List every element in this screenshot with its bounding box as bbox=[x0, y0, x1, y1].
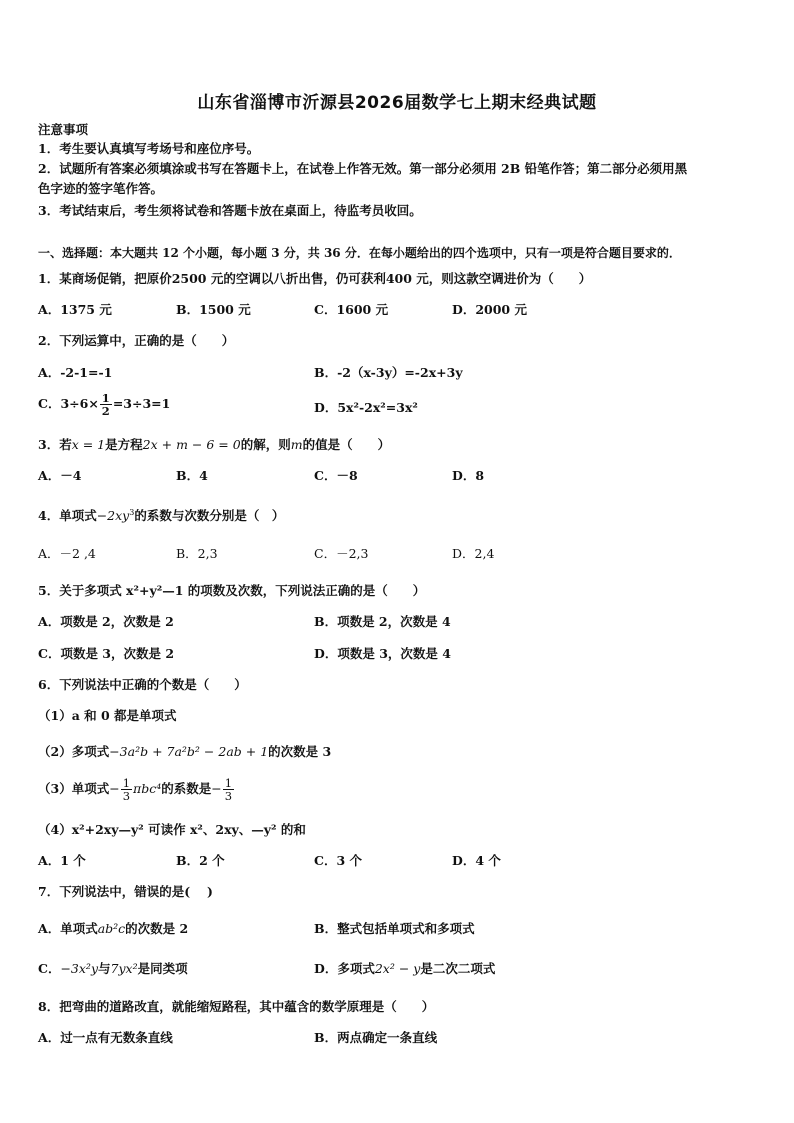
question-2-option-d: D．5x²-2x²=3x² bbox=[314, 400, 418, 415]
question-6-statement-3 bbox=[38, 777, 235, 802]
notice-item-2-cont: 色字迹的签字笔作答。 bbox=[38, 181, 164, 196]
page-title: 山东省淄博市沂源县2026届数学七上期末经典试题 bbox=[197, 93, 597, 113]
fraction-numerator: 1 bbox=[122, 776, 131, 790]
question-3-text: 3．若 bbox=[38, 437, 72, 452]
fraction-denominator: 3 bbox=[122, 789, 131, 803]
question-3-text: 是方程 bbox=[105, 437, 143, 452]
question-8-option-a: A．过一点有无数条直线 bbox=[38, 1030, 173, 1045]
question-2-option-c bbox=[38, 392, 170, 417]
question-4-text: 4．单项式 bbox=[38, 508, 97, 524]
question-4-stem bbox=[38, 505, 284, 524]
question-4-text: 的系数与次数分别是（ ） bbox=[134, 508, 285, 524]
question-5-option-a: A．项数是 2，次数是 2 bbox=[38, 614, 174, 629]
option-text: 是二次二项式 bbox=[420, 961, 496, 976]
fraction bbox=[100, 392, 112, 417]
question-7-option-b: B．整式包括单项式和多项式 bbox=[314, 921, 475, 936]
question-3-text: 的值是（ ） bbox=[302, 437, 391, 452]
question-3-option-c: C．－8 bbox=[314, 468, 358, 483]
question-2-option-a: A．-2-1=-1 bbox=[38, 365, 113, 380]
math-expr: 7yx² bbox=[110, 961, 138, 976]
question-8-option-b: B．两点确定一条直线 bbox=[314, 1030, 438, 1045]
question-6-option-b: B．2 个 bbox=[176, 853, 225, 868]
fraction-numerator: 1 bbox=[224, 776, 233, 790]
option-text: 是同类项 bbox=[137, 961, 188, 976]
question-7-option-d bbox=[314, 961, 495, 977]
question-5-stem: 5．关于多项式 x²+y²—1 的项数及次数，下列说法正确的是（ ） bbox=[38, 583, 426, 598]
notice-item-3: 3．考试结束后，考生须将试卷和答题卡放在桌面上，待监考员收回。 bbox=[38, 203, 422, 218]
notice-heading: 注意事项 bbox=[38, 122, 89, 137]
math-expr: m bbox=[290, 437, 303, 452]
fraction-denominator: 2 bbox=[101, 404, 110, 418]
question-6-statement-4: （4）x²+2xy—y² 可读作 x²、2xy、—y² 的和 bbox=[38, 822, 306, 837]
fraction bbox=[223, 777, 234, 802]
question-6-statement-2 bbox=[38, 744, 331, 760]
statement-text: 的系数是 bbox=[161, 781, 212, 796]
question-6-option-d: D．4 个 bbox=[452, 853, 501, 868]
question-7-option-c bbox=[38, 961, 188, 977]
question-6-option-c: C．3 个 bbox=[314, 853, 362, 868]
math-expr: ab²c bbox=[97, 921, 126, 936]
question-2-option-c-prefix: C．3÷6× bbox=[38, 396, 99, 411]
statement-text: （2）多项式 bbox=[38, 744, 110, 759]
question-4-option-d: D．2,4 bbox=[452, 546, 495, 561]
question-1-option-b: B．1500 元 bbox=[176, 302, 251, 317]
math-expr: 2x² − y bbox=[374, 961, 421, 976]
option-text: D．多项式 bbox=[314, 961, 375, 976]
question-3-option-b: B．4 bbox=[176, 468, 208, 483]
question-2-stem: 2．下列运算中，正确的是（ ） bbox=[38, 333, 235, 348]
question-1-stem: 1．某商场促销，把原价2500 元的空调以八折出售，仍可获利400 元，则这款空调进价为（ ） bbox=[38, 271, 592, 286]
question-6-statement-1: （1）a 和 0 都是单项式 bbox=[38, 708, 177, 723]
question-7-stem: 7．下列说法中，错误的是( ) bbox=[38, 884, 213, 899]
math-expr: 2x + m − 6 = 0 bbox=[142, 437, 241, 452]
question-3-stem bbox=[38, 437, 390, 453]
question-4-option-b: B．2,3 bbox=[176, 546, 218, 561]
question-7-option-a bbox=[38, 921, 188, 937]
question-2-option-c-suffix: =3÷3=1 bbox=[112, 396, 171, 411]
statement-text: 的次数是 3 bbox=[268, 744, 332, 759]
fraction bbox=[121, 777, 132, 802]
math-expr: x = 1 bbox=[71, 437, 106, 452]
math-expr: −2xy bbox=[96, 508, 130, 524]
math-expr: πbc⁴ bbox=[133, 781, 162, 796]
question-2-option-b: B．-2（x-3y）=-2x+3y bbox=[314, 365, 463, 380]
math-exponent: 3 bbox=[129, 508, 135, 517]
minus-sign: − bbox=[109, 781, 120, 796]
option-text: 与 bbox=[98, 961, 111, 976]
statement-text: （3）单项式 bbox=[38, 781, 110, 796]
question-1-option-a: A．1375 元 bbox=[38, 302, 112, 317]
minus-sign: − bbox=[211, 781, 222, 796]
option-text: 的次数是 2 bbox=[125, 921, 189, 936]
question-5-option-d: D．项数是 3，次数是 4 bbox=[314, 646, 451, 661]
notice-item-1: 1．考生要认真填写考场号和座位序号。 bbox=[38, 141, 260, 156]
fraction-denominator: 3 bbox=[224, 789, 233, 803]
question-3-text: 的解，则 bbox=[240, 437, 291, 452]
notice-item-2: 2．试题所有答案必须填涂或书写在答题卡上，在试卷上作答无效。第一部分必须用 2B 铅笔作答；第二部分必须用黑 bbox=[38, 161, 688, 176]
question-1-option-c: C．1600 元 bbox=[314, 302, 389, 317]
question-3-option-d: D．8 bbox=[452, 468, 485, 483]
fraction-numerator: 1 bbox=[101, 391, 110, 405]
question-8-stem: 8．把弯曲的道路改直，就能缩短路程，其中蕴含的数学原理是（ ） bbox=[38, 999, 435, 1014]
question-3-option-a: A．－4 bbox=[38, 468, 82, 483]
math-expr: −3a²b + 7a²b² − 2ab + 1 bbox=[109, 744, 269, 759]
section-heading: 一、选择题：本大题共 12 个小题，每小题 3 分，共 36 分．在每小题给出的四个选项中，只有一项是符合题目要求的． bbox=[38, 246, 681, 260]
option-text: A．单项式 bbox=[38, 921, 98, 936]
question-1-option-d: D．2000 元 bbox=[452, 302, 527, 317]
question-4-option-a: A．－2 ,4 bbox=[38, 546, 96, 561]
question-4-option-c: C．－2,3 bbox=[314, 546, 369, 561]
question-5-option-c: C．项数是 3，次数是 2 bbox=[38, 646, 175, 661]
question-6-option-a: A．1 个 bbox=[38, 853, 86, 868]
option-text: C． bbox=[38, 961, 61, 976]
question-5-option-b: B．项数是 2，次数是 4 bbox=[314, 614, 451, 629]
question-6-stem: 6．下列说法中正确的个数是（ ） bbox=[38, 677, 247, 692]
math-expr: −3x²y bbox=[60, 961, 99, 976]
